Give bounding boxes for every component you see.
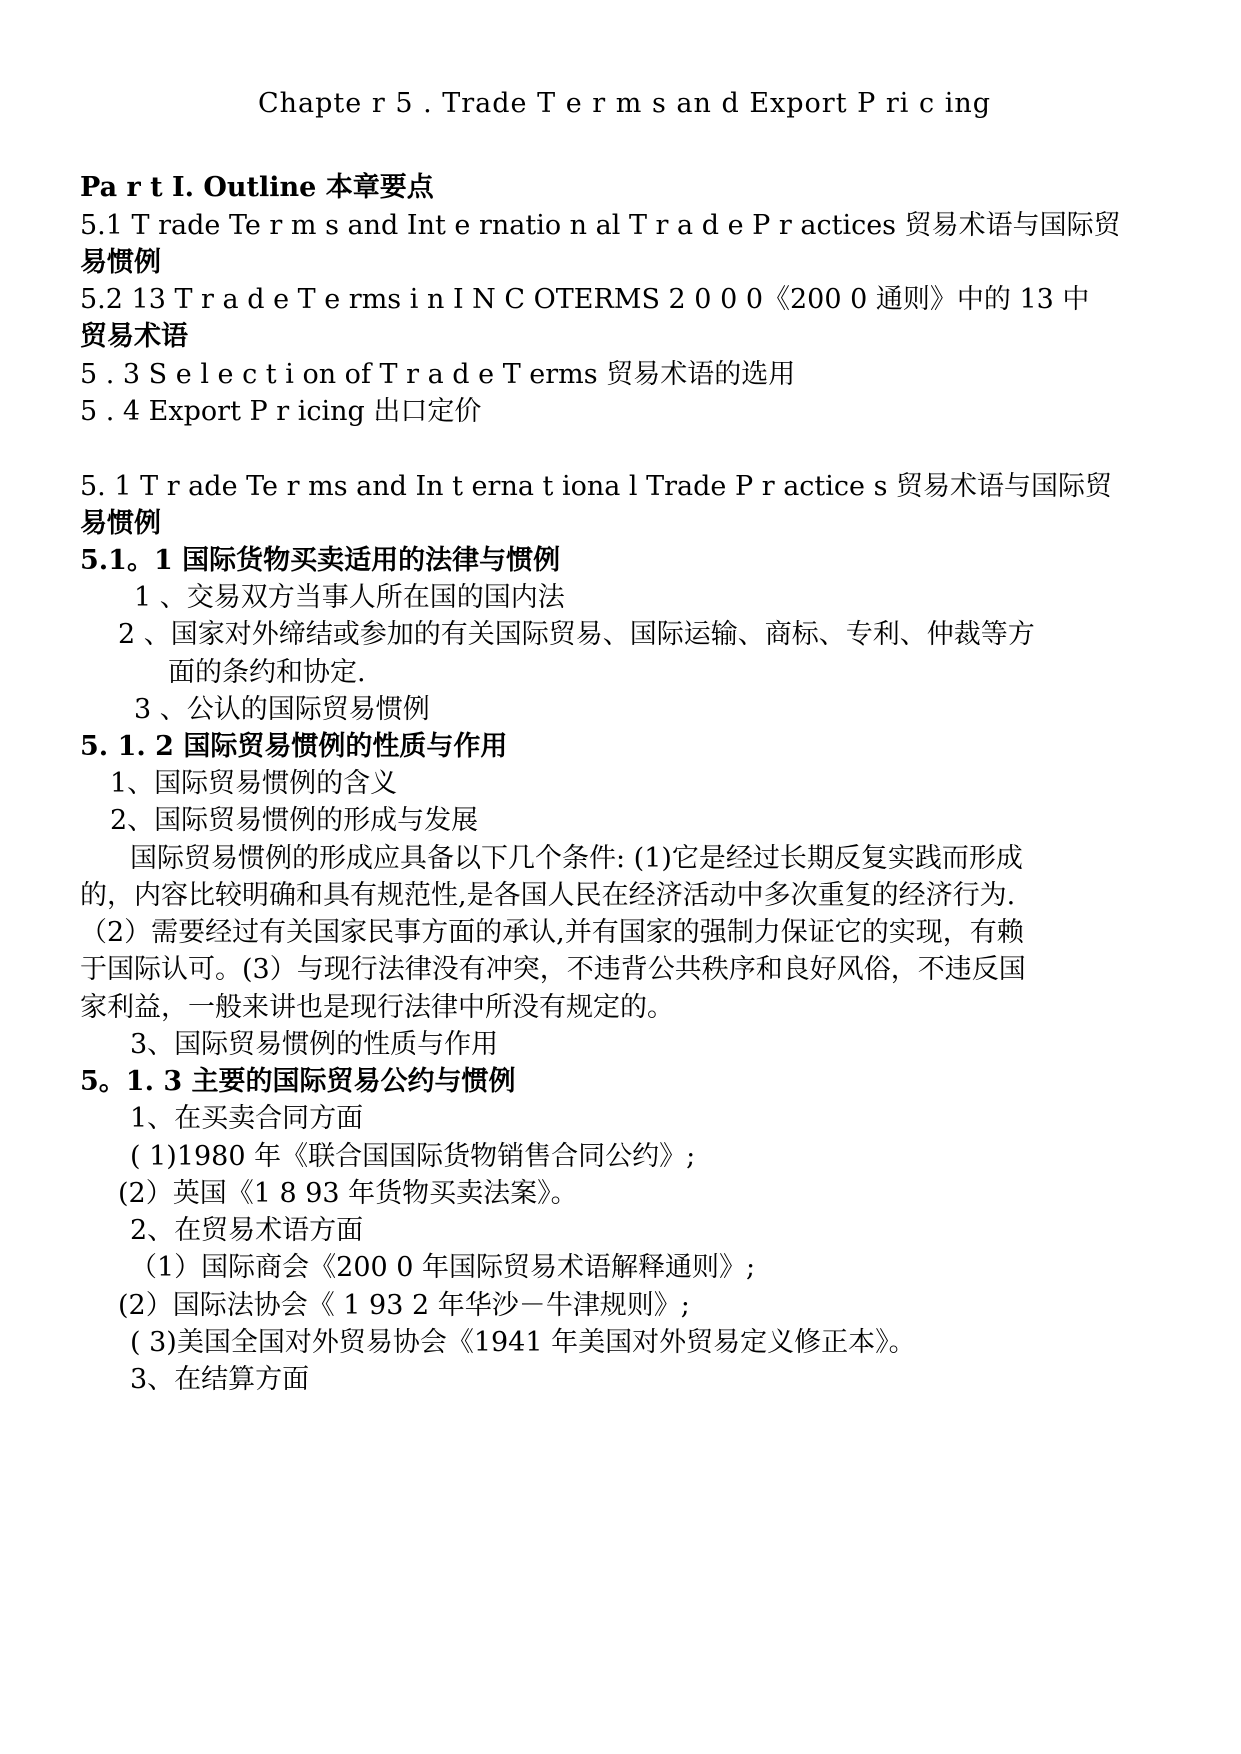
chapter-title: Chapte r 5 . Trade T e r m s an d Export P ri c ing (258, 88, 992, 119)
paragraph-line: 家利益，一般来讲也是现行法律中所没有规定的。 (80, 992, 674, 1023)
section-heading: 易惯例 (80, 508, 161, 539)
outline-item: 5.1 T rade Te r m s and Int e rnatio n al T r a d e P r actices 贸易术语与国际贸 (80, 210, 1121, 241)
list-item: 1、在买卖合同方面 (130, 1103, 364, 1134)
list-item: 3、在结算方面 (130, 1364, 310, 1395)
list-item: 2 、国家对外缔结或参加的有关国际贸易、国际运输、商标、专利、仲裁等方 (118, 619, 1035, 650)
list-item: (2）国际法协会《 1 93 2 年华沙－牛津规则》; (118, 1290, 690, 1321)
list-item: ( 3)美国全国对外贸易协会《1941 年美国对外贸易定义修正本》。 (130, 1327, 916, 1358)
list-item: ( 1)1980 年《联合国国际货物销售合同公约》; (130, 1141, 696, 1172)
list-item-continuation: 面的条约和协定. (168, 657, 366, 688)
list-item: （1）国际商会《200 0 年国际贸易术语解释通则》; (130, 1252, 756, 1283)
section-heading: 5. 1 T r ade Te r ms and In t erna t iona l Trade P r actice s 贸易术语与国际贸 (80, 471, 1113, 502)
paragraph-line: 于国际认可。(3）与现行法律没有冲突，不违背公共秩序和良好风俗，不违反国 (80, 954, 1026, 985)
outline-item: 贸易术语 (80, 321, 188, 352)
paragraph-line: （2）需要经过有关国家民事方面的承认,并有国家的强制力保证它的实现，有赖 (80, 917, 1024, 948)
list-item: 1 、交易双方当事人所在国的国内法 (134, 582, 565, 613)
paragraph-line: 的，内容比较明确和具有规范性,是各国人民在经济活动中多次重复的经济行为. (80, 880, 1016, 911)
list-item: 1、国际贸易惯例的含义 (110, 768, 398, 799)
subsection-heading: 5. 1. 2 国际贸易惯例的性质与作用 (80, 731, 508, 762)
subsection-heading: 5。1. 3 主要的国际贸易公约与惯例 (80, 1066, 516, 1097)
list-item: (2）英国《1 8 93 年货物买卖法案》。 (118, 1178, 578, 1209)
outline-item: 5.2 13 T r a d e T e rms i n I N C OTERMS 2 0 0 0《200 0 通则》中的 13 中 (80, 284, 1090, 315)
list-item: 2、在贸易术语方面 (130, 1215, 364, 1246)
paragraph-line: 国际贸易惯例的形成应具备以下几个条件: (1)它是经过长期反复实践而形成 (130, 843, 1023, 874)
subsection-heading: 5.1。1 国际货物买卖适用的法律与惯例 (80, 545, 561, 576)
outline-item: 5 . 3 S e l e c t i on of T r a d e T erms 贸易术语的选用 (80, 359, 796, 390)
outline-heading: Pa r t Ⅰ. Outline 本章要点 (80, 172, 434, 203)
outline-item: 5 . 4 Export P r icing 出口定价 (80, 396, 482, 427)
list-item: 3、国际贸易惯例的性质与作用 (130, 1029, 499, 1060)
list-item: 2、国际贸易惯例的形成与发展 (110, 805, 479, 836)
outline-item: 易惯例 (80, 247, 161, 278)
list-item: 3 、公认的国际贸易惯例 (134, 694, 430, 725)
